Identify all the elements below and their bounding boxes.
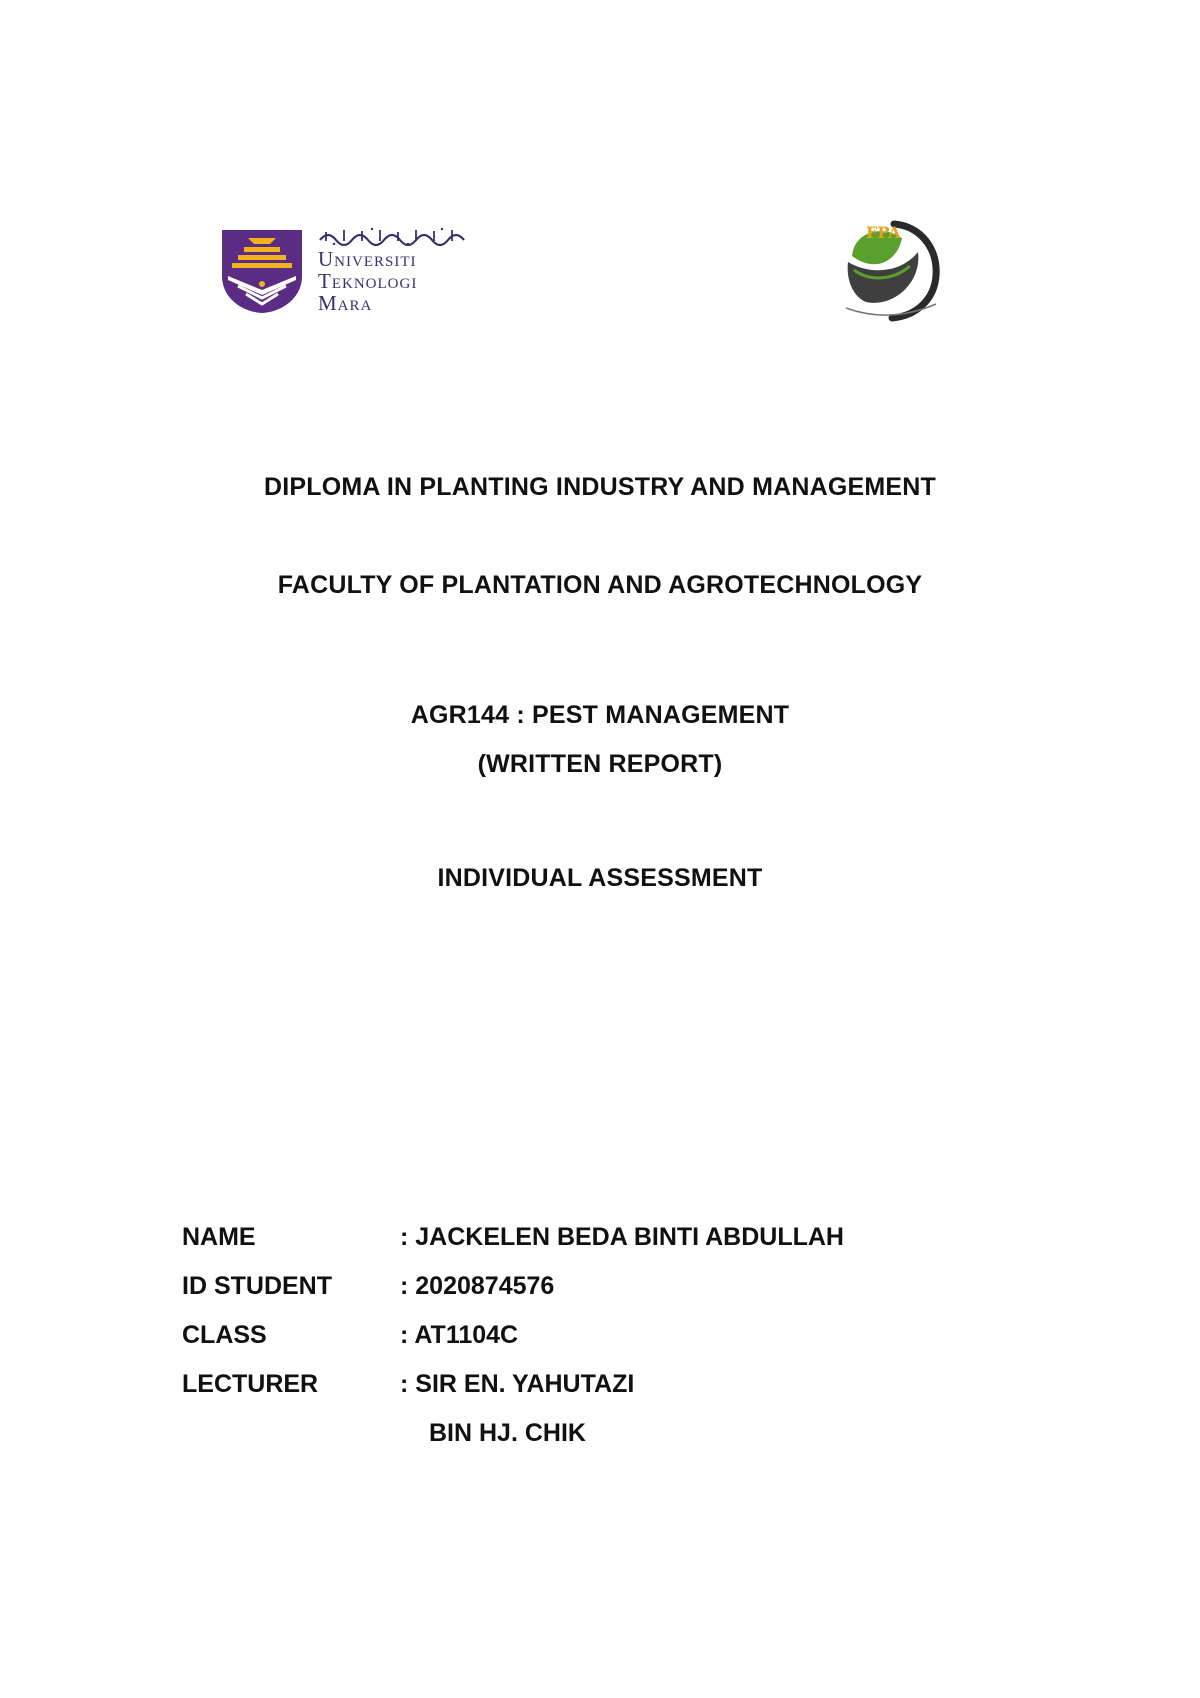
faculty-title: FACULTY OF PLANTATION AND AGROTECHNOLOGY bbox=[277, 571, 923, 599]
uitm-name-line1: Universiti bbox=[318, 247, 417, 271]
name-value: : JACKELEN BEDA BINTI ABDULLAH bbox=[400, 1223, 844, 1251]
detail-row-lecturer-cont bbox=[182, 1418, 1032, 1467]
id-value: : 2020874576 bbox=[400, 1272, 555, 1300]
fpa-logo-text: FPA bbox=[866, 223, 901, 242]
uitm-logo bbox=[220, 226, 470, 316]
uitm-shield-icon bbox=[220, 228, 304, 314]
id-label: ID STUDENT bbox=[182, 1272, 332, 1300]
lecturer-value-cont: BIN HJ. CHIK bbox=[429, 1419, 586, 1447]
detail-row-name bbox=[182, 1222, 1032, 1271]
lecturer-value: : SIR EN. YAHUTAZI bbox=[400, 1370, 635, 1398]
assessment-type: INDIVIDUAL ASSESSMENT bbox=[437, 864, 763, 892]
uitm-name-line2: Teknologi bbox=[318, 269, 418, 293]
course-title: AGR144 : PEST MANAGEMENT bbox=[410, 701, 790, 729]
class-label: CLASS bbox=[182, 1321, 267, 1349]
detail-row-lecturer bbox=[182, 1369, 1032, 1418]
class-value: : AT1104C bbox=[400, 1321, 519, 1349]
fpa-logo bbox=[832, 216, 950, 328]
student-details bbox=[182, 1222, 1032, 1467]
lecturer-label: LECTURER bbox=[182, 1370, 319, 1398]
name-label: NAME bbox=[182, 1223, 256, 1251]
uitm-jawi-script-icon bbox=[318, 226, 468, 246]
uitm-name-line3: Mara bbox=[318, 291, 373, 315]
detail-row-class bbox=[182, 1320, 1032, 1369]
report-type: (WRITTEN REPORT) bbox=[477, 750, 723, 778]
program-title: DIPLOMA IN PLANTING INDUSTRY AND MANAGEMENT bbox=[263, 473, 936, 501]
detail-row-id bbox=[182, 1271, 1032, 1320]
